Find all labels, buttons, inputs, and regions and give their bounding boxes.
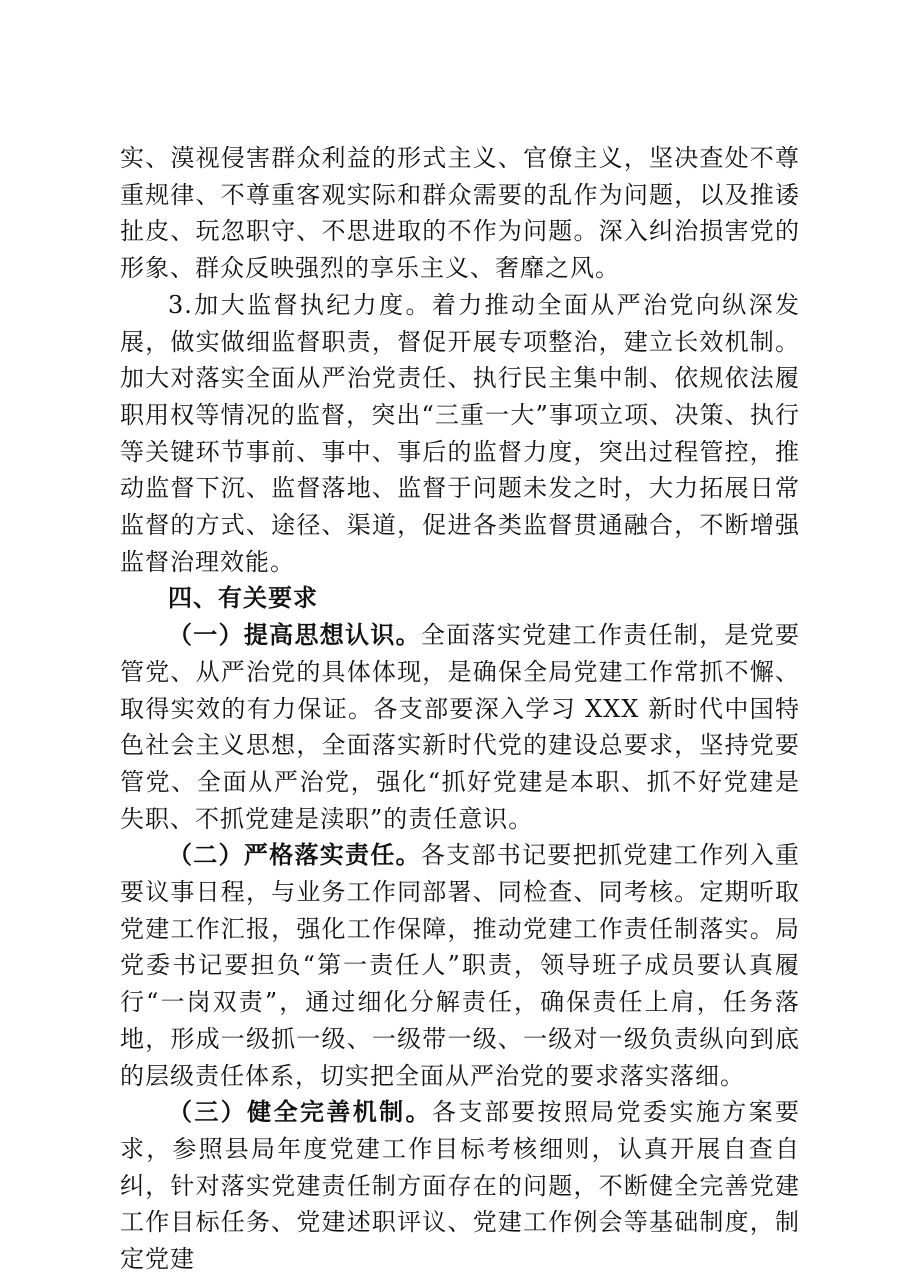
requirement-item-2 xyxy=(120,837,800,1094)
paragraph-continuation: 实、漠视侵害群众利益的形式主义、官僚主义，坚决查处不尊重规律、不尊重客观实际和群众需要的乱作为问题，以及推诿扯皮、玩忽职守、不思进取的不作为问题。深入纠治损害党的形象、群众反映强烈的享乐主义、奢靡之风。 xyxy=(120,144,800,283)
requirement-item-2-lead: （二）严格落实责任。 xyxy=(168,841,421,870)
paragraph-supervision: 3.加大监督执纪力度。着力推动全面从严治党向纵深发展，做实做细监督职责，督促开展专项整治，建立长效机制。加大对落实全面从严治党责任、执行民主集中制、依规依法履职用权等情况的监督，突出“三重一大”事项立项、决策、执行等关键环节事前、事中、事后的监督力度，突出过程管控，推动监督下沉、监督落地、监督于问题未发之时，大力拓展日常监督的方式、途径、渠道，促进各类监督贯通融合，不断增强监督治理效能。 xyxy=(120,290,800,576)
requirement-item-1-lead: （一）提高思想认识。 xyxy=(168,621,421,650)
requirement-item-2-body: 各支部书记要把抓党建工作列入重要议事日程，与业务工作同部署、同检查、同考核。定期听取党建工作汇报，强化工作保障，推动党建工作责任制落实。局党委书记要担负“第一责任人”职责，领导班子成员要认真履行“一岗双责”，通过细化分解责任，确保责任上肩，任务落地，形成一级抓一级、一级带一级、一级对一级负责纵向到底的层级责任体系，切实把全面从严治党的要求落实落细。 xyxy=(120,841,801,1090)
requirement-item-1-body: 全面落实党建工作责任制，是党要管党、从严治党的具体体现，是确保全局党建工作常抓不懈、取得实效的有力保证。各支部要深入学习 XXX 新时代中国特色社会主义思想，全面落实新时代党的建设总要求，坚持党要管党、全面从严治党，强化“抓好党建是本职、抓不好党建是失职、不抓党建是渎职”的责任意识。 xyxy=(120,621,801,833)
requirement-item-3-body: 各支部要按照局党委实施方案要求，参照县局年度党建工作目标考核细则，认真开展自查自纠，针对落实党建责任制方面存在的问题，不断健全完善党建工作目标任务、党建述职评议、党建工作例会等基础制度，制定党建 xyxy=(120,1098,801,1274)
document-page xyxy=(120,140,800,1278)
requirement-item-3 xyxy=(120,1094,800,1278)
section-heading: 四、有关要求 xyxy=(168,584,318,613)
requirement-item-3-lead: （三）健全完善机制。 xyxy=(168,1098,432,1127)
requirement-item-1 xyxy=(120,617,800,837)
